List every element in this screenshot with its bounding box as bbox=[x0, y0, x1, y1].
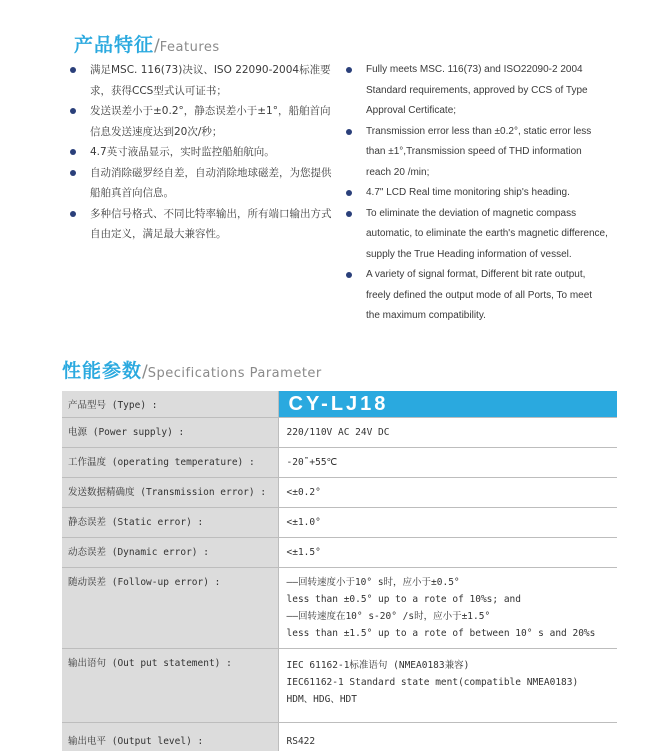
spec-row bbox=[62, 723, 617, 751]
bullet-icon bbox=[70, 211, 76, 217]
spec-value bbox=[278, 478, 617, 508]
spec-row-model bbox=[62, 391, 617, 418]
spec-value bbox=[278, 448, 617, 478]
bullet-icon bbox=[70, 170, 76, 176]
feature-item-en: 4.7" LCD Real time monitoring ship's heading. bbox=[338, 183, 608, 204]
spec-value-line: RS422 bbox=[286, 736, 316, 747]
spec-row bbox=[62, 448, 617, 478]
features-title-cn: 产品特征 bbox=[74, 34, 155, 56]
feature-item-cn: 满足MSC. 116(73)决议、ISO 22090-2004标准要求，获得CCS型式认可证书； bbox=[62, 60, 332, 101]
specs-title-en: Specifications Parameter bbox=[147, 366, 322, 381]
specs-title-cn: 性能参数 bbox=[62, 360, 143, 382]
model-name bbox=[278, 391, 617, 418]
feature-item-cn: 多种信号格式、不同比特率输出，所有端口输出方式自由定义，满足最大兼容性。 bbox=[62, 204, 332, 245]
spec-value-line: less than ±1.5° up to a rote of between 10° s and 20%s bbox=[286, 628, 596, 639]
spec-value-line: -20˜+55℃ bbox=[286, 457, 338, 468]
spec-row bbox=[62, 538, 617, 568]
spec-value-line: <±1.0° bbox=[286, 517, 321, 528]
spec-row bbox=[62, 568, 617, 649]
spec-value bbox=[278, 723, 617, 751]
feature-item-en: A variety of signal format, Different bit rate output, freely defined the output mode of all Ports, To meet the maximum compatibility. bbox=[338, 265, 608, 327]
spec-value bbox=[278, 508, 617, 538]
spec-value-line: CY-LJ18 bbox=[288, 393, 389, 415]
spec-value-line: <±1.5° bbox=[286, 547, 321, 558]
specs-heading bbox=[62, 356, 322, 383]
features-list-en bbox=[338, 60, 608, 327]
specs-title-separator: / bbox=[142, 362, 148, 382]
spec-label: 动态误差 (Dynamic error) : bbox=[62, 538, 278, 568]
spec-value-line: IEC61162-1 Standard state ment(compatible NMEA0183) bbox=[286, 677, 579, 688]
spec-value-line: less than ±0.5° up to a rote of 10%s; and bbox=[286, 594, 521, 605]
bullet-icon bbox=[346, 67, 352, 73]
spec-label: 输出语句 (Out put statement) : bbox=[62, 649, 278, 723]
spec-value bbox=[278, 538, 617, 568]
spec-label: 产品型号 (Type) : bbox=[62, 391, 278, 418]
spec-value-line: ——回转速度小于10° s时，应小于±0.5° bbox=[286, 577, 460, 588]
spec-value-line: 220/110V AC 24V DC bbox=[286, 427, 390, 438]
spec-row bbox=[62, 649, 617, 723]
feature-item-en: Transmission error less than ±0.2°, static error less than ±1°,Transmission speed of THD information reach 20 /min; bbox=[338, 122, 608, 184]
spec-row bbox=[62, 478, 617, 508]
bullet-icon bbox=[70, 149, 76, 155]
spec-label: 电源 (Power supply) : bbox=[62, 418, 278, 448]
bullet-icon bbox=[346, 272, 352, 278]
feature-item-cn: 自动消除磁罗经自差，自动消除地球磁差，为您提供船舶真首向信息。 bbox=[62, 163, 332, 204]
bullet-icon bbox=[346, 211, 352, 217]
features-title-separator: / bbox=[154, 36, 160, 56]
spec-row bbox=[62, 508, 617, 538]
feature-item-cn: 发送误差小于±0.2°，静态误差小于±1°，船舶首向信息发送速度达到20次/秒； bbox=[62, 101, 332, 142]
specs-table bbox=[62, 391, 617, 751]
feature-item-en: To eliminate the deviation of magnetic compass automatic, to eliminate the earth's magnetic difference, supply the True Heading information of vessel. bbox=[338, 204, 608, 266]
feature-item-en: Fully meets MSC. 116(73) and ISO22090-2 2004 Standard requirements, approved by CCS of Type Approval Certificate; bbox=[338, 60, 608, 122]
features-title-en: Features bbox=[159, 40, 220, 55]
spec-value-line: HDM、HDG、HDT bbox=[286, 694, 357, 705]
bullet-icon bbox=[70, 67, 76, 73]
feature-item-cn: 4.7英寸液晶显示，实时监控船舶航向。 bbox=[62, 142, 332, 163]
features-heading bbox=[74, 30, 220, 57]
spec-value bbox=[278, 568, 617, 649]
spec-label: 发送数据精确度 (Transmission error) : bbox=[62, 478, 278, 508]
bullet-icon bbox=[346, 190, 352, 196]
features-list-cn bbox=[62, 60, 332, 245]
spec-value bbox=[278, 649, 617, 723]
bullet-icon bbox=[70, 108, 76, 114]
spec-value-line: IEC 61162-1标准语句 (NMEA0183兼容) bbox=[286, 660, 470, 671]
spec-label: 工作温度 (operating temperature) : bbox=[62, 448, 278, 478]
bullet-icon bbox=[346, 129, 352, 135]
spec-value-line: <±0.2° bbox=[286, 487, 321, 498]
spec-value-line: ——回转速度在10° s-20° /s时，应小于±1.5° bbox=[286, 611, 491, 622]
spec-label: 输出电平 (Output level) : bbox=[62, 723, 278, 751]
spec-label: 随动误差 (Follow-up error) : bbox=[62, 568, 278, 649]
spec-label: 静态误差 (Static error) : bbox=[62, 508, 278, 538]
spec-value bbox=[278, 418, 617, 448]
spec-row bbox=[62, 418, 617, 448]
